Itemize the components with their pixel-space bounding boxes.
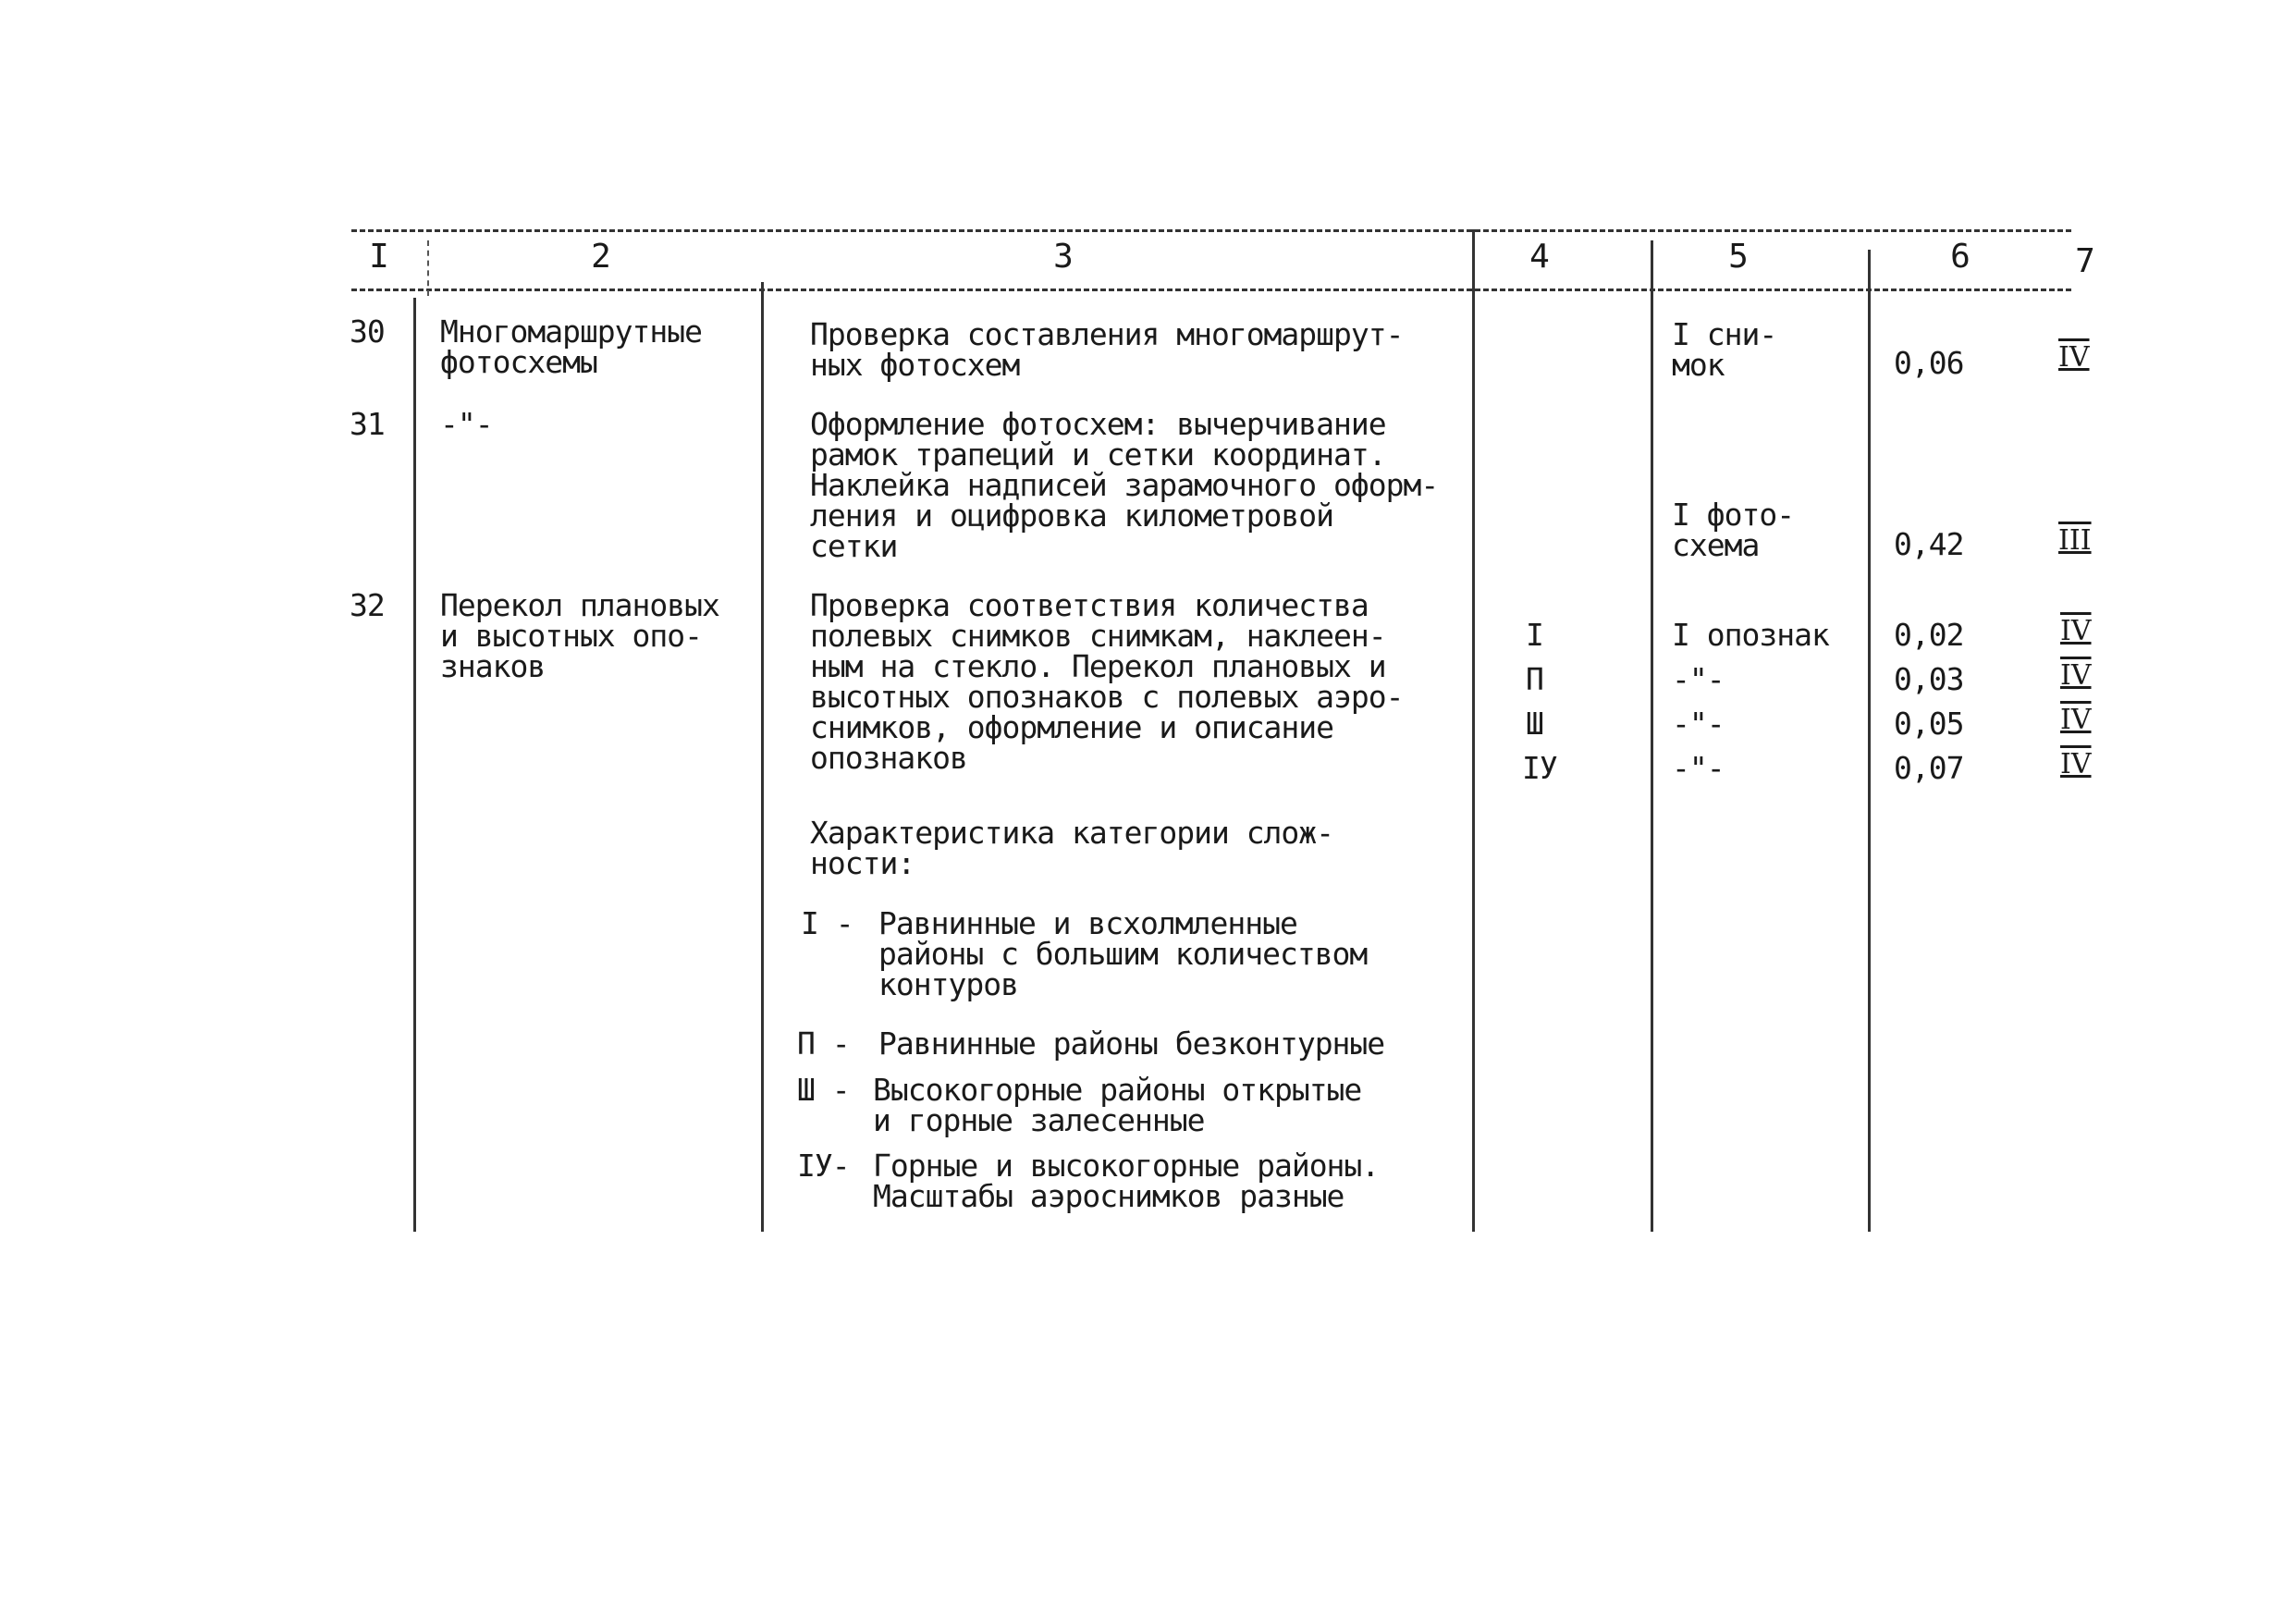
row-object: -"- bbox=[440, 406, 493, 442]
header-col-7: 7 bbox=[2075, 242, 2095, 280]
row-unit: I фото- схема bbox=[1672, 497, 1795, 563]
row-number: 30 bbox=[350, 313, 385, 350]
sub-code: IV bbox=[2060, 615, 2092, 647]
category-mark: П - bbox=[797, 1025, 850, 1062]
col-rule-6 bbox=[1868, 250, 1871, 1232]
row-object: Перекол плановых и высотных опо- знаков bbox=[440, 587, 719, 684]
sub-category: I bbox=[1526, 617, 1543, 653]
row-number: 31 bbox=[350, 406, 385, 442]
header-col-5: 5 bbox=[1728, 238, 1749, 276]
sub-norm: 0,05 bbox=[1894, 706, 1964, 742]
row-number: 32 bbox=[350, 587, 385, 623]
col-rule-5 bbox=[1651, 240, 1653, 1232]
sub-unit: -"- bbox=[1672, 750, 1725, 786]
header-top-rule bbox=[351, 229, 2071, 232]
sub-unit: I опознак bbox=[1672, 617, 1829, 653]
sub-category: П bbox=[1526, 661, 1543, 697]
sub-code: IV bbox=[2060, 659, 2092, 692]
category-mark: I - bbox=[801, 905, 853, 941]
header-col-3: 3 bbox=[1053, 238, 1074, 276]
header-bottom-rule bbox=[351, 289, 2071, 291]
category-description: Равнинные и всхолмленные районы с большим количеством контуров bbox=[878, 905, 1368, 1002]
header-col-6: 6 bbox=[1950, 238, 1971, 276]
characteristics-heading: Характеристика категории слож- ности: bbox=[810, 815, 1334, 881]
sub-unit: -"- bbox=[1672, 661, 1725, 697]
sub-category: IУ bbox=[1522, 750, 1557, 786]
category-mark: Ш - bbox=[797, 1072, 850, 1108]
sub-code: IV bbox=[2060, 748, 2092, 780]
header-col-4: 4 bbox=[1529, 238, 1550, 276]
col-rule-2 bbox=[413, 298, 416, 1232]
header-col-1: I bbox=[369, 238, 389, 276]
category-description: Высокогорные районы открытые и горные залесенные bbox=[873, 1072, 1362, 1138]
sub-unit: -"- bbox=[1672, 706, 1725, 742]
row-code: IV bbox=[2058, 341, 2090, 374]
category-description: Горные и высокогорные районы. Масштабы аэроснимков разные bbox=[873, 1148, 1380, 1214]
sub-norm: 0,07 bbox=[1894, 750, 1964, 786]
sub-category: Ш bbox=[1526, 706, 1543, 742]
category-description: Равнинные районы безконтурные bbox=[878, 1025, 1385, 1062]
row-work: Оформление фотосхем: вычерчивание рамок трапеций и сетки координат. Наклейка надписей зарамочного оформ- ления и оцифровка километровой сетки bbox=[810, 406, 1439, 564]
row-code: III bbox=[2058, 524, 2092, 557]
row-object: Многомаршрутные фотосхемы bbox=[440, 313, 703, 380]
col-rule-1 bbox=[427, 240, 429, 296]
sub-code: IV bbox=[2060, 704, 2092, 736]
col-rule-4 bbox=[1472, 229, 1475, 1232]
sub-norm: 0,02 bbox=[1894, 617, 1964, 653]
row-norm: 0,42 bbox=[1894, 526, 1964, 562]
sub-norm: 0,03 bbox=[1894, 661, 1964, 697]
category-mark: IУ- bbox=[797, 1148, 850, 1184]
header-col-2: 2 bbox=[591, 238, 611, 276]
row-work: Проверка соответствия количества полевых снимков снимкам, наклеен- ным на стекло. Перекол плановых и высотных опознаков с полевых аэро- снимков, оформление и описание опознаков bbox=[810, 587, 1404, 776]
row-norm: 0,06 bbox=[1894, 345, 1964, 381]
row-work: Проверка составления многомаршрут- ных фотосхем bbox=[810, 316, 1404, 383]
col-rule-3 bbox=[761, 282, 764, 1232]
row-unit: I сни- мок bbox=[1672, 316, 1777, 383]
